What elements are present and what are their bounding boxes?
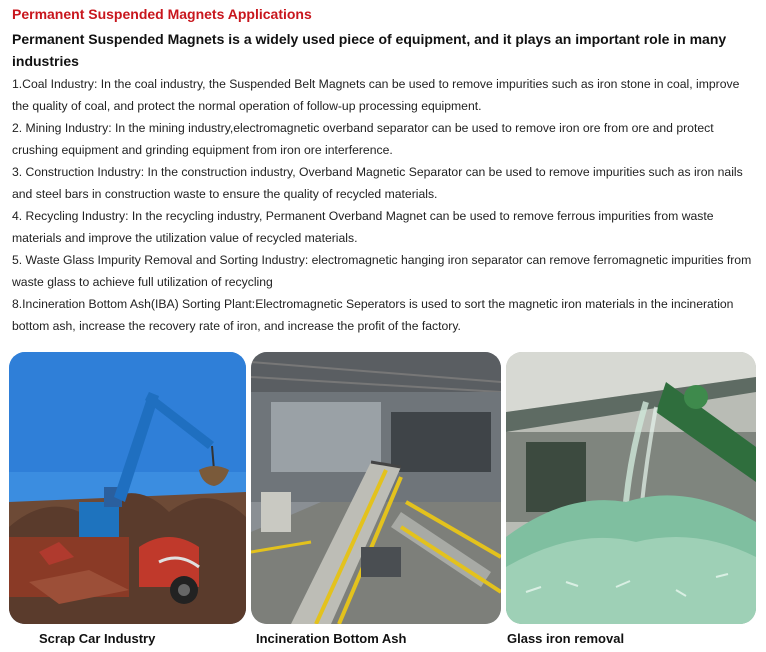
caption-scrap-car: Scrap Car Industry: [39, 631, 156, 646]
list-item: 2. Mining Industry: In the mining industry,electromagnetic overband separator can be used to remove iron ore from ore and protect crushing equipment and grinding equipment from iron ore interference.: [12, 121, 714, 157]
section-subtitle: Permanent Suspended Magnets is a widely used piece of equipment, and it plays an important role in many industries: [12, 31, 727, 69]
glass-removal-photo: [506, 352, 756, 624]
list-item: 4. Recycling Industry: In the recycling industry, Permanent Overband Magnet can be used to remove ferrous impurities from waste materials and improve the utilization value of recycled materials.: [12, 209, 714, 245]
list-item: 8.Incineration Bottom Ash(IBA) Sorting Plant:Electromagnetic Seperators is used to sort the magnetic iron materials in the incineration bottom ash, increase the recovery rate of iron, and increase the profit of the factory.: [12, 297, 734, 333]
caption-incineration: Incineration Bottom Ash: [256, 631, 407, 646]
application-list: [12, 73, 756, 337]
list-item: 1.Coal Industry: In the coal industry, the Suspended Belt Magnets can be used to remove impurities such as iron stone in coal, improve the quality of coal, and protect the normal operation of follow-up processing equipment.: [12, 77, 740, 113]
section-title: Permanent Suspended Magnets Applications: [12, 6, 312, 22]
incineration-ash-photo: [251, 352, 501, 624]
photo-row: [0, 352, 766, 624]
list-item: 5. Waste Glass Impurity Removal and Sorting Industry: electromagnetic hanging iron separator can remove ferromagnetic impurities from waste glass to achieve full utilization of recycling: [12, 253, 752, 289]
caption-glass: Glass iron removal: [507, 631, 625, 646]
scrap-car-photo: [9, 352, 246, 624]
list-item: 3. Construction Industry: In the construction industry, Overband Magnetic Separator can be used to remove impurities such as iron nails and steel bars in construction waste to ensure the quality of recycled materials.: [12, 165, 743, 201]
